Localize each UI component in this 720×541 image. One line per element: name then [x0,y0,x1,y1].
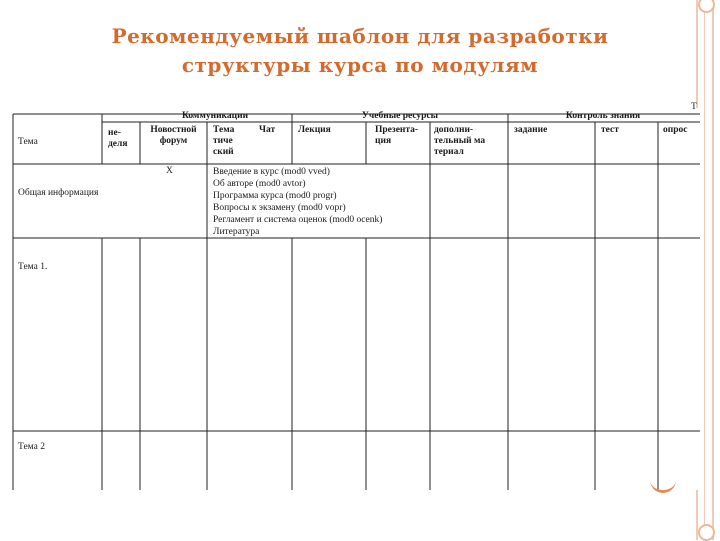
header-learning-resources: Учебные ресурсы [361,111,439,121]
title-line-1: Рекомендуемый шаблон для разработки [111,24,609,48]
col-week-line2: деля [108,139,128,149]
col-thematic-line2: тиче [213,136,233,146]
resource-item: Программа курса (mod0 progr) [213,191,337,201]
col-thematic-line3: ский [213,147,234,157]
header-knowledge-control: Контроль знания [565,111,641,121]
col-extra-line1: дополни- [434,125,474,135]
col-news-forum-line1: Новостной [150,125,197,135]
course-structure-table [10,102,700,490]
resource-item: Вопросы к экзамену (mod0 vopr) [213,203,346,213]
col-presentation-line2: ция [375,136,392,146]
col-presentation-line1: Презента- [375,125,419,135]
col-week-line1: не- [108,128,121,138]
col-topic: Тема [18,137,38,147]
header-communications: Коммуникации [181,111,249,121]
row-topic-2: Тема 2 [18,442,45,452]
decorative-ring [650,478,676,493]
decorative-rail [704,0,705,540]
col-survey: опрос [663,125,688,135]
resource-item: Введение в курс (mod0 vved) [213,167,330,177]
slide-title [40,22,680,80]
resource-item: Литература [213,227,260,237]
col-chat: Чат [259,125,276,135]
edge-mark: Т [691,102,697,112]
col-lecture: Лекция [298,125,331,135]
col-extra-line3: териал [434,147,464,157]
resource-item: Об авторе (mod0 avtor) [213,179,306,189]
col-extra-line2: тельный ма [434,136,486,146]
row-topic-1: Тема 1. [18,262,48,272]
decorative-rail [712,0,714,540]
forum-mark: Х [166,166,173,176]
col-thematic-line1: Тема [213,125,235,135]
row-general-info: Общая информация [18,188,99,198]
title-line-2: структуры курса по модулям [181,53,539,77]
col-news-forum-line2: форум [159,136,188,146]
col-test: тест [601,125,619,135]
rail-ornament-bottom [698,524,715,541]
table-grid [10,108,700,490]
col-task: задание [514,125,548,135]
resource-item: Регламент и система оценок (mod0 ocenk) [213,215,383,225]
